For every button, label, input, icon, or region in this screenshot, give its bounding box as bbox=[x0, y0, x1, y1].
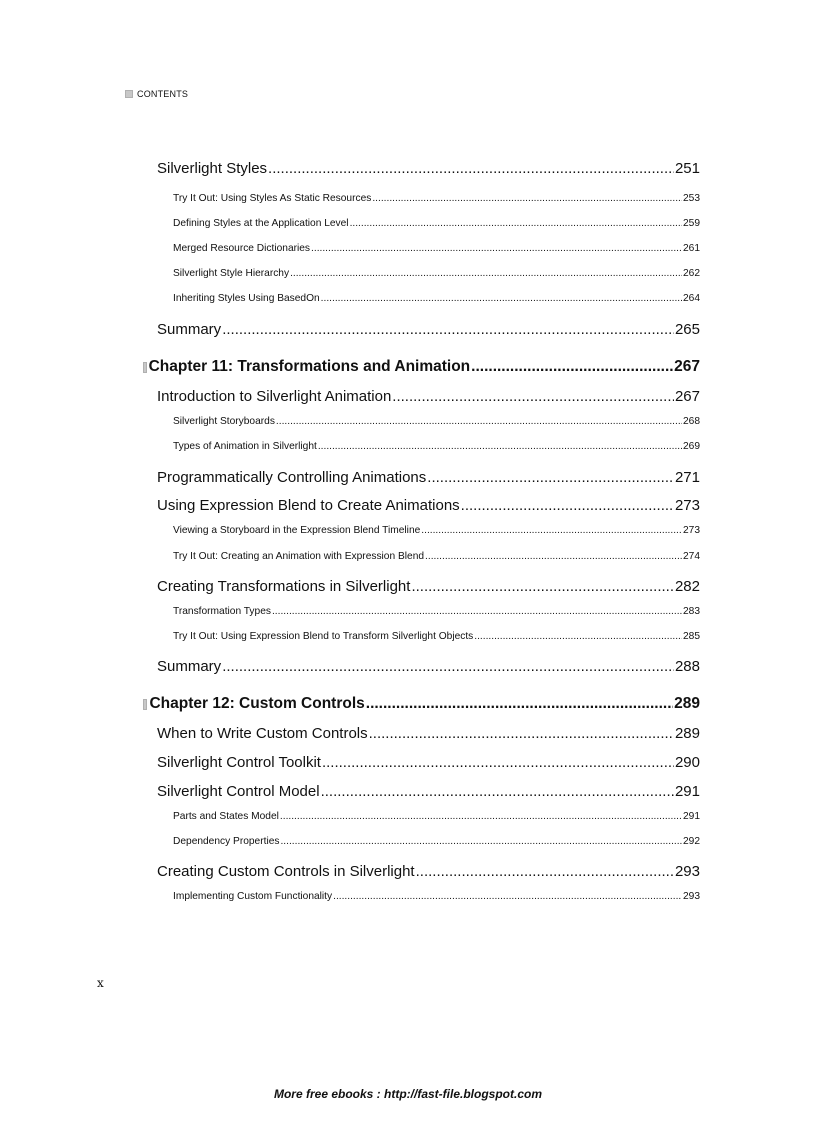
leader-dots bbox=[416, 863, 674, 880]
leader-dots bbox=[411, 578, 674, 595]
leader-dots bbox=[318, 441, 682, 452]
toc-entry-title: Transformation Types bbox=[173, 606, 271, 617]
toc-entry-title: Creating Custom Controls in Silverlight bbox=[157, 863, 415, 880]
toc-entry-page: 267 bbox=[674, 358, 700, 375]
running-header-label: CONTENTS bbox=[137, 89, 189, 99]
toc-entry-title: Implementing Custom Functionality bbox=[173, 891, 333, 902]
toc-entry-page: 292 bbox=[683, 836, 700, 847]
toc-subsection-entry[interactable] bbox=[173, 836, 700, 847]
toc-entry-title: Silverlight Style Hierarchy bbox=[173, 268, 290, 279]
leader-dots bbox=[280, 811, 682, 822]
toc-section-entry[interactable] bbox=[157, 725, 700, 742]
toc-subsection-entry[interactable] bbox=[173, 631, 700, 642]
toc-entry-title: Summary bbox=[157, 658, 222, 675]
chapter-square-bullet-icon bbox=[143, 699, 147, 710]
toc-entry-page: 283 bbox=[683, 606, 700, 617]
leader-dots bbox=[272, 606, 682, 617]
toc-entry-title: Silverlight Control Model bbox=[157, 783, 320, 800]
toc-entry-title: Creating Transformations in Silverlight bbox=[157, 578, 411, 595]
toc-section-entry[interactable] bbox=[157, 863, 700, 880]
toc-entry-title: Types of Animation in Silverlight bbox=[173, 441, 317, 452]
leader-dots bbox=[425, 551, 682, 562]
toc-entry-page: 251 bbox=[674, 160, 700, 177]
toc-entry-page: 293 bbox=[683, 891, 700, 902]
toc-entry-title: Try It Out: Creating an Animation with Expression Blend bbox=[173, 551, 425, 562]
toc-section-entry[interactable] bbox=[157, 469, 700, 486]
chapter-square-bullet-icon bbox=[143, 362, 147, 373]
toc-subsection-entry[interactable] bbox=[173, 268, 700, 279]
square-bullet-icon bbox=[125, 90, 133, 98]
footer-link[interactable]: More free ebooks : http://fast-file.blogspot.com bbox=[273, 1087, 542, 1101]
toc-entry-page: 290 bbox=[674, 754, 700, 771]
leader-dots bbox=[276, 416, 682, 427]
leader-dots bbox=[366, 695, 673, 713]
toc-entry-title: Introduction to Silverlight Animation bbox=[157, 388, 392, 405]
toc-entry-page: 291 bbox=[674, 783, 700, 800]
toc-subsection-entry[interactable] bbox=[173, 525, 700, 536]
toc-subsection-entry[interactable] bbox=[173, 551, 700, 562]
toc-section-entry[interactable] bbox=[157, 321, 700, 338]
leader-dots bbox=[222, 658, 674, 675]
toc-entry-title: Programmatically Controlling Animations bbox=[157, 469, 427, 486]
toc-entry-page: 273 bbox=[674, 497, 700, 514]
toc-subsection-entry[interactable] bbox=[173, 416, 700, 427]
toc-subsection-entry[interactable] bbox=[173, 891, 700, 902]
toc-entry-page: 268 bbox=[683, 416, 700, 427]
toc-section-entry[interactable] bbox=[157, 578, 700, 595]
toc-entry-page: 271 bbox=[674, 469, 700, 486]
toc-section-entry[interactable] bbox=[157, 783, 700, 800]
leader-dots bbox=[222, 321, 674, 338]
toc-subsection-entry[interactable] bbox=[173, 293, 700, 304]
toc-subsection-entry[interactable] bbox=[173, 606, 700, 617]
leader-dots bbox=[372, 193, 682, 204]
toc-entry-page: 253 bbox=[683, 193, 700, 204]
toc-entry-title: Viewing a Storyboard in the Expression Blend Timeline bbox=[173, 525, 421, 536]
toc-entry-title: Parts and States Model bbox=[173, 811, 279, 822]
toc-entry-page: 264 bbox=[683, 293, 700, 304]
toc-section-entry[interactable] bbox=[157, 388, 700, 405]
toc-subsection-entry[interactable] bbox=[173, 811, 700, 822]
toc-entry-page: 259 bbox=[683, 218, 700, 229]
toc-entry-page: 267 bbox=[674, 388, 700, 405]
running-header bbox=[125, 89, 188, 99]
toc-entry-title: Using Expression Blend to Create Animations bbox=[157, 497, 460, 514]
toc-chapter-entry[interactable] bbox=[143, 358, 700, 376]
leader-dots bbox=[321, 293, 682, 304]
leader-dots bbox=[427, 469, 674, 486]
toc-entry-page: 288 bbox=[674, 658, 700, 675]
toc-subsection-entry[interactable] bbox=[173, 243, 700, 254]
leader-dots bbox=[392, 388, 674, 405]
leader-dots bbox=[461, 497, 674, 514]
leader-dots bbox=[369, 725, 674, 742]
toc-entry-page: 285 bbox=[683, 631, 700, 642]
toc-entry-title: Summary bbox=[157, 321, 222, 338]
toc-entry-title: Chapter 12: Custom Controls bbox=[149, 695, 365, 712]
toc-entry-page: 274 bbox=[683, 551, 700, 562]
leader-dots bbox=[350, 218, 682, 229]
toc-subsection-entry[interactable] bbox=[173, 193, 700, 204]
leader-dots bbox=[311, 243, 682, 254]
toc-entry-title: Chapter 11: Transformations and Animation bbox=[148, 358, 471, 375]
page-number: x bbox=[97, 976, 104, 990]
toc-entry-title: Merged Resource Dictionaries bbox=[173, 243, 311, 254]
leader-dots bbox=[474, 631, 682, 642]
toc-entry-page: 282 bbox=[674, 578, 700, 595]
toc-entry-title: Dependency Properties bbox=[173, 836, 280, 847]
leader-dots bbox=[268, 160, 674, 177]
toc-entry-title: Silverlight Control Toolkit bbox=[157, 754, 321, 771]
toc-entry-page: 261 bbox=[683, 243, 700, 254]
toc-entry-title: Try It Out: Using Expression Blend to Transform Silverlight Objects bbox=[173, 631, 474, 642]
toc-entry-page: 269 bbox=[683, 441, 700, 452]
toc-entry-title: Try It Out: Using Styles As Static Resources bbox=[173, 193, 372, 204]
toc-subsection-entry[interactable] bbox=[173, 441, 700, 452]
leader-dots bbox=[421, 525, 682, 536]
toc-entry-title: Defining Styles at the Application Level bbox=[173, 218, 349, 229]
leader-dots bbox=[290, 268, 682, 279]
toc-entry-page: 265 bbox=[674, 321, 700, 338]
leader-dots bbox=[471, 358, 673, 376]
toc-entry-page: 262 bbox=[683, 268, 700, 279]
leader-dots bbox=[280, 836, 682, 847]
toc-entry-title: When to Write Custom Controls bbox=[157, 725, 368, 742]
toc-entry-title: Silverlight Styles bbox=[157, 160, 268, 177]
toc-subsection-entry[interactable] bbox=[173, 218, 700, 229]
toc-entry-page: 289 bbox=[674, 695, 700, 712]
toc-entry-title: Silverlight Storyboards bbox=[173, 416, 275, 427]
toc-entry-page: 289 bbox=[674, 725, 700, 742]
toc-section-entry[interactable] bbox=[157, 160, 700, 177]
toc-entry-title: Inheriting Styles Using BasedOn bbox=[173, 293, 320, 304]
toc-section-entry[interactable] bbox=[157, 658, 700, 675]
toc-entry-page: 291 bbox=[683, 811, 700, 822]
toc-entry-page: 273 bbox=[683, 525, 700, 536]
toc-section-entry[interactable] bbox=[157, 754, 700, 771]
toc-entry-page: 293 bbox=[674, 863, 700, 880]
leader-dots bbox=[321, 783, 674, 800]
leader-dots bbox=[322, 754, 674, 771]
toc-chapter-entry[interactable] bbox=[143, 695, 700, 713]
toc-section-entry[interactable] bbox=[157, 497, 700, 514]
leader-dots bbox=[333, 891, 682, 902]
